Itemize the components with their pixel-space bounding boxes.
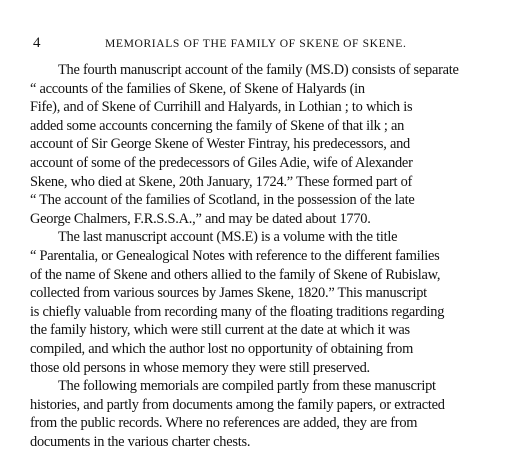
text-line: account of Sir George Skene of Wester Fintray, his predecessors, and [30,136,411,153]
running-head [33,34,513,54]
text-line: The fourth manuscript account of the family (MS.D) consists of separate [58,62,459,78]
text-line: The last manuscript account (MS.E) is a volume with the title [58,229,398,246]
paragraph-ms-d [30,61,514,228]
body-text [30,61,514,451]
paragraph-memorials [30,377,514,451]
text-line: collected from various sources by James Skene, 1820.” This manuscript [30,285,427,302]
text-line: The following memorials are compiled partly from these manuscript [58,378,436,395]
text-line: account of some of the predecessors of Giles Adie, wife of Alexander [30,154,413,171]
text-line: from the public records. Where no references are added, they are from [30,415,418,432]
text-line: added some accounts concerning the family of Skene of that ilk ; an [30,117,405,134]
text-line: those old persons in whose memory they were still preserved. [30,359,370,376]
text-line: Fife), and of Skene of Currihill and Halyards, in Lothian ; to which is [30,99,413,116]
text-line: George Chalmers, F.R.S.S.A.,” and may be dated about 1770. [30,210,371,227]
text-line: the family history, which were still current at the date at which it was [30,322,410,339]
text-line: compiled, and which the author lost no opportunity of obtaining from [30,340,414,357]
running-title: MEMORIALS OF THE FAMILY OF SKENE OF SKENE. [105,37,407,50]
text-line: histories, and partly from documents among the family papers, or extracted [30,396,445,413]
text-line: “ accounts of the families of Skene, of Skene of Halyards (in [30,80,365,97]
text-line: is chiefly valuable from recording many of the floating traditions regarding [30,303,445,320]
paragraph-ms-e [30,228,514,377]
text-line: of the name of Skene and others allied to the family of Skene of Rubislaw, [30,266,441,283]
text-line: “ The account of the families of Scotland, in the possession of the late [30,192,415,209]
text-line: documents in the various charter chests. [30,433,251,450]
text-line: Skene, who died at Skene, 20th January, 1724.” These formed part of [30,173,413,190]
page-number: 4 [33,35,41,51]
text-line: “ Parentalia, or Genealogical Notes with reference to the different families [30,247,440,264]
